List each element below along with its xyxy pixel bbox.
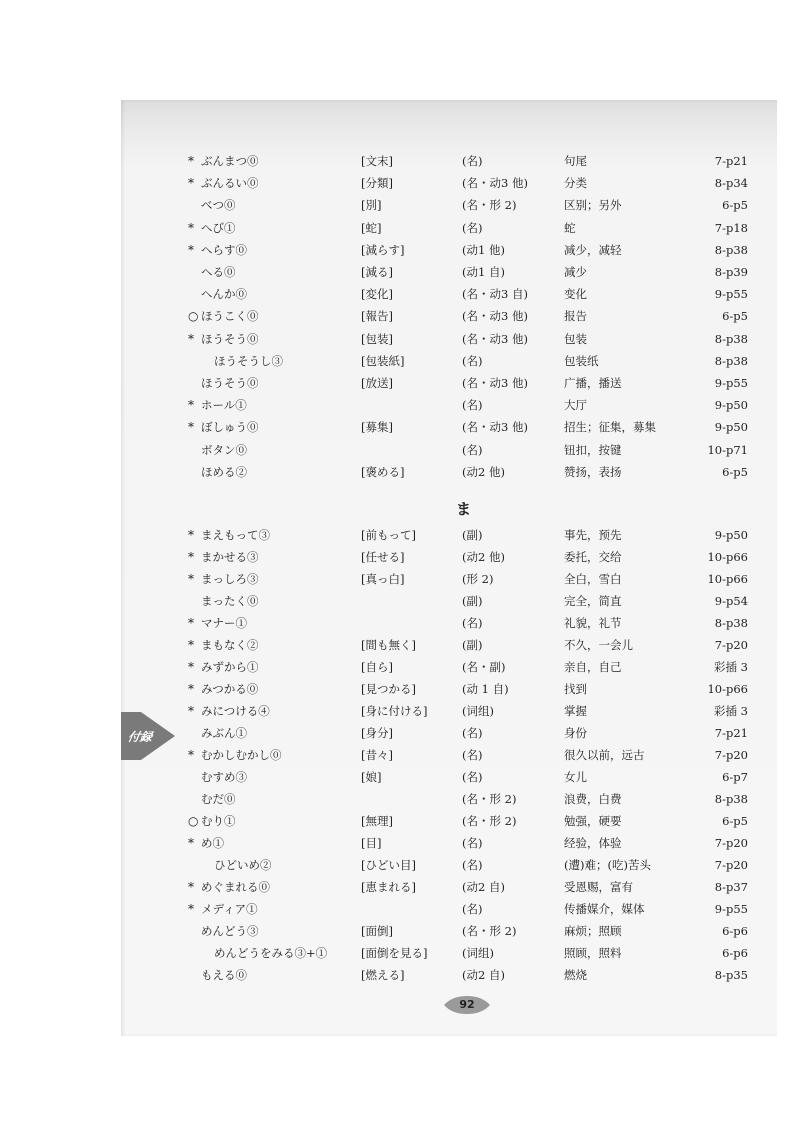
entry-kanji: [恵まれる] bbox=[361, 880, 416, 894]
entry-part-of-speech: (名・动3 他) bbox=[462, 309, 528, 324]
entry-mark: * bbox=[188, 902, 194, 916]
entry-meaning: 燃烧 bbox=[564, 968, 587, 982]
entry-part-of-speech: (名) bbox=[462, 902, 483, 916]
entry-kanji: [前もって] bbox=[361, 528, 416, 542]
entry-kanji: [蛇] bbox=[361, 220, 382, 235]
entry-meaning: 受恩赐，富有 bbox=[564, 880, 633, 894]
entry-reference: 6-p5 bbox=[722, 464, 748, 479]
entry-reading: へる⓪ bbox=[201, 265, 236, 279]
entry-part-of-speech: (词组) bbox=[462, 704, 494, 718]
entry-part-of-speech: (名) bbox=[462, 442, 483, 457]
glossary-entry bbox=[0, 965, 800, 985]
entry-reading: ほうそう⓪ bbox=[201, 331, 259, 346]
entry-mark: * bbox=[188, 176, 194, 191]
entry-kanji: [面倒を見る] bbox=[361, 946, 428, 960]
entry-meaning: 钮扣，按键 bbox=[564, 442, 622, 457]
entry-part-of-speech: (副) bbox=[462, 594, 483, 608]
glossary-entry bbox=[0, 329, 800, 349]
entry-reference: 8-p38 bbox=[714, 616, 748, 630]
entry-reference: 8-p38 bbox=[714, 353, 748, 368]
entry-reference: 7-p20 bbox=[714, 638, 748, 652]
glossary-entry bbox=[0, 767, 800, 787]
entry-reading: もえる⓪ bbox=[201, 968, 247, 982]
entry-meaning: 减少，减轻 bbox=[564, 242, 622, 257]
entry-part-of-speech: (名・动3 自) bbox=[462, 287, 528, 302]
entry-reading: むだ⓪ bbox=[201, 792, 236, 806]
entry-meaning: 大厅 bbox=[564, 398, 587, 413]
entry-reference: 7-p18 bbox=[714, 220, 748, 235]
entry-reference: 9-p55 bbox=[714, 902, 748, 916]
entry-meaning: 事先，预先 bbox=[564, 528, 622, 542]
entry-mark: * bbox=[188, 220, 194, 235]
glossary-entry bbox=[0, 440, 800, 460]
entry-part-of-speech: (动2 自) bbox=[462, 880, 505, 894]
glossary-entry bbox=[0, 351, 800, 371]
glossary-entry bbox=[0, 745, 800, 765]
entry-meaning: 浪费，白费 bbox=[564, 792, 622, 806]
entry-mark: * bbox=[188, 880, 194, 894]
entry-kanji: [娘] bbox=[361, 770, 382, 784]
entry-meaning: 区别；另外 bbox=[564, 198, 622, 213]
entry-reading: へんか⓪ bbox=[201, 287, 247, 302]
glossary-entry bbox=[0, 151, 800, 171]
entry-meaning: 包装纸 bbox=[564, 353, 599, 368]
entry-kanji: [自ら] bbox=[361, 660, 393, 674]
entry-meaning: 句尾 bbox=[564, 154, 587, 168]
entry-reading: むすめ③ bbox=[201, 770, 247, 784]
glossary-entry bbox=[0, 306, 800, 326]
entry-reading: みつかる⓪ bbox=[201, 682, 259, 696]
entry-mark: * bbox=[188, 616, 194, 630]
entry-mark: * bbox=[188, 242, 194, 257]
entry-part-of-speech: (名) bbox=[462, 770, 483, 784]
entry-reference: 8-p38 bbox=[714, 242, 748, 257]
entry-part-of-speech: (名) bbox=[462, 154, 483, 168]
entry-reference: 10-p66 bbox=[707, 682, 748, 696]
entry-part-of-speech: (副) bbox=[462, 528, 483, 542]
entry-kanji: [身分] bbox=[361, 726, 393, 740]
entry-part-of-speech: (名) bbox=[462, 858, 483, 872]
entry-part-of-speech: (名・形 2) bbox=[462, 814, 517, 828]
entry-reading: まもなく② bbox=[201, 638, 259, 652]
entry-part-of-speech: (名) bbox=[462, 726, 483, 740]
glossary-entry bbox=[0, 921, 800, 941]
entry-reading: みぶん① bbox=[201, 726, 247, 740]
glossary-entry bbox=[0, 462, 800, 482]
entry-reading: まっしろ③ bbox=[201, 572, 259, 586]
glossary-entry bbox=[0, 395, 800, 415]
entry-mark: * bbox=[188, 836, 194, 850]
glossary-entry bbox=[0, 833, 800, 853]
glossary-entry bbox=[0, 789, 800, 809]
glossary-entry bbox=[0, 679, 800, 699]
entry-reading: みにつける④ bbox=[201, 704, 270, 718]
entry-part-of-speech: (动2 他) bbox=[462, 550, 505, 564]
entry-part-of-speech: (副) bbox=[462, 638, 483, 652]
entry-part-of-speech: (名) bbox=[462, 353, 483, 368]
entry-part-of-speech: (名・形 2) bbox=[462, 792, 517, 806]
entry-kanji: [無理] bbox=[361, 814, 393, 828]
entry-part-of-speech: (动2 他) bbox=[462, 464, 505, 479]
entry-reference: 6-p5 bbox=[722, 198, 748, 213]
glossary-entry bbox=[0, 373, 800, 393]
entry-meaning: 经验，体验 bbox=[564, 836, 622, 850]
entry-reading: ひどいめ② bbox=[214, 858, 272, 872]
entry-reference: 7-p20 bbox=[714, 748, 748, 762]
entry-reference: 9-p54 bbox=[714, 594, 748, 608]
glossary-entry bbox=[0, 855, 800, 875]
entry-kanji: [見つかる] bbox=[361, 682, 416, 696]
entry-kanji: [褒める] bbox=[361, 464, 405, 479]
entry-reading: むり① bbox=[201, 814, 236, 828]
glossary-entry bbox=[0, 417, 800, 437]
entry-meaning: 包装 bbox=[564, 331, 587, 346]
glossary-entry bbox=[0, 195, 800, 215]
entry-kanji: [報告] bbox=[361, 309, 393, 324]
entry-part-of-speech: (名) bbox=[462, 836, 483, 850]
glossary-entry bbox=[0, 525, 800, 545]
glossary-entry bbox=[0, 569, 800, 589]
glossary-entry bbox=[0, 173, 800, 193]
entry-reading: ほうそう⓪ bbox=[201, 376, 259, 390]
entry-meaning: 完全，简直 bbox=[564, 594, 622, 608]
entry-part-of-speech: (名) bbox=[462, 398, 483, 413]
entry-kanji: [燃える] bbox=[361, 968, 405, 982]
entry-part-of-speech: (名・形 2) bbox=[462, 198, 517, 213]
glossary-entry bbox=[0, 284, 800, 304]
entry-kanji: [別] bbox=[361, 198, 382, 213]
glossary-entry bbox=[0, 723, 800, 743]
entry-mark: * bbox=[188, 550, 194, 564]
entry-part-of-speech: (名・副) bbox=[462, 660, 506, 674]
glossary-entry bbox=[0, 613, 800, 633]
entry-meaning: 分类 bbox=[564, 176, 587, 191]
entry-part-of-speech: (名) bbox=[462, 616, 483, 630]
entry-meaning: 勉强，硬要 bbox=[564, 814, 622, 828]
entry-reference: 8-p35 bbox=[714, 968, 748, 982]
entry-meaning: 掌握 bbox=[564, 704, 587, 718]
entry-kanji: [間も無く] bbox=[361, 638, 416, 652]
entry-reading: ぼしゅう⓪ bbox=[201, 420, 259, 435]
glossary-entry bbox=[0, 547, 800, 567]
entry-mark: * bbox=[188, 572, 194, 586]
entry-kanji: [包装紙] bbox=[361, 353, 405, 368]
entry-mark: ○ bbox=[188, 814, 199, 828]
entry-mark: * bbox=[188, 331, 194, 346]
entry-meaning: 全白，雪白 bbox=[564, 572, 622, 586]
entry-reading: ほうそうし③ bbox=[214, 353, 283, 368]
entry-reference: 8-p34 bbox=[714, 176, 748, 191]
entry-meaning: 身份 bbox=[564, 726, 587, 740]
entry-meaning: 找到 bbox=[564, 682, 587, 696]
entry-meaning: 女儿 bbox=[564, 770, 587, 784]
entry-reading: まえもって③ bbox=[201, 528, 270, 542]
entry-mark: * bbox=[188, 682, 194, 696]
entry-part-of-speech: (词组) bbox=[462, 946, 494, 960]
entry-reading: ぶんまつ⓪ bbox=[201, 154, 259, 168]
entry-kanji: [包装] bbox=[361, 331, 393, 346]
entry-meaning: 招生；征集，募集 bbox=[564, 420, 656, 435]
entry-kanji: [面倒] bbox=[361, 924, 393, 938]
entry-reading: メディア① bbox=[201, 902, 258, 916]
entry-reference: 8-p39 bbox=[714, 265, 748, 279]
entry-reference: 6-p5 bbox=[722, 309, 748, 324]
entry-meaning: 报告 bbox=[564, 309, 587, 324]
entry-meaning: 照顾，照料 bbox=[564, 946, 622, 960]
entry-meaning: 减少 bbox=[564, 265, 587, 279]
entry-kanji: [減らす] bbox=[361, 242, 405, 257]
entry-reading: ほめる② bbox=[201, 464, 247, 479]
entry-mark: * bbox=[188, 154, 194, 168]
entry-part-of-speech: (动 1 自) bbox=[462, 682, 509, 696]
entry-kanji: [分類] bbox=[361, 176, 393, 191]
entry-reading: めんどうをみる③+① bbox=[214, 946, 328, 960]
entry-part-of-speech: (动2 自) bbox=[462, 968, 505, 982]
entry-mark: ○ bbox=[188, 309, 199, 324]
entry-meaning: 广播，播送 bbox=[564, 376, 622, 390]
entry-reference: 9-p55 bbox=[714, 376, 748, 390]
entry-part-of-speech: (名・动3 他) bbox=[462, 420, 528, 435]
entry-reading: ほうこく⓪ bbox=[201, 309, 259, 324]
entry-reading: まかせる③ bbox=[201, 550, 259, 564]
glossary-entry bbox=[0, 811, 800, 831]
glossary-entry bbox=[0, 262, 800, 282]
entry-part-of-speech: (动1 自) bbox=[462, 265, 505, 279]
entry-reference: 6-p6 bbox=[722, 924, 748, 938]
entry-reading: へび① bbox=[201, 220, 236, 235]
entry-reference: 10-p66 bbox=[707, 550, 748, 564]
entry-reference: 7-p21 bbox=[714, 154, 748, 168]
entry-meaning: 很久以前，远古 bbox=[564, 748, 645, 762]
glossary-entry bbox=[0, 591, 800, 611]
entry-reference: 6-p5 bbox=[722, 814, 748, 828]
entry-meaning: 礼貌，礼节 bbox=[564, 616, 622, 630]
glossary-entry bbox=[0, 657, 800, 677]
entry-reference: 8-p38 bbox=[714, 792, 748, 806]
entry-reading: へらす⓪ bbox=[201, 242, 247, 257]
section-heading: ま bbox=[456, 500, 472, 518]
entry-meaning: 麻烦；照顾 bbox=[564, 924, 622, 938]
entry-kanji: [変化] bbox=[361, 287, 393, 302]
glossary-entry bbox=[0, 943, 800, 963]
entry-reading: めぐまれる⓪ bbox=[201, 880, 270, 894]
entry-reference: 彩插 3 bbox=[714, 660, 748, 674]
entry-reference: 8-p38 bbox=[714, 331, 748, 346]
glossary-entry bbox=[0, 240, 800, 260]
entry-kanji: [昔々] bbox=[361, 748, 393, 762]
entry-reference: 彩插 3 bbox=[714, 704, 748, 718]
entry-mark: * bbox=[188, 398, 194, 413]
glossary-entry bbox=[0, 877, 800, 897]
entry-reading: むかしむかし⓪ bbox=[201, 748, 282, 762]
entry-mark: * bbox=[188, 660, 194, 674]
entry-reading: ホール① bbox=[201, 398, 247, 413]
entry-reference: 7-p20 bbox=[714, 858, 748, 872]
entry-kanji: [任せる] bbox=[361, 550, 405, 564]
entry-reading: め① bbox=[201, 836, 224, 850]
entry-mark: * bbox=[188, 638, 194, 652]
entry-part-of-speech: (名・形 2) bbox=[462, 924, 517, 938]
entry-kanji: [文末] bbox=[361, 154, 393, 168]
glossary-entry bbox=[0, 635, 800, 655]
appendix-tab-label: 付録 bbox=[126, 730, 154, 744]
entry-reference: 9-p50 bbox=[714, 398, 748, 413]
entry-reference: 10-p66 bbox=[707, 572, 748, 586]
entry-reading: マナー① bbox=[201, 616, 247, 630]
entry-reference: 9-p50 bbox=[714, 420, 748, 435]
entry-kanji: [真っ白] bbox=[361, 572, 405, 586]
entry-kanji: [募集] bbox=[361, 420, 393, 435]
page-number: 92 bbox=[459, 998, 475, 1011]
entry-mark: * bbox=[188, 420, 194, 435]
entry-reference: 9-p50 bbox=[714, 528, 748, 542]
entry-kanji: [ひどい目] bbox=[361, 858, 416, 872]
entry-part-of-speech: (名) bbox=[462, 220, 483, 235]
entry-part-of-speech: (名) bbox=[462, 748, 483, 762]
entry-reading: みずから① bbox=[201, 660, 259, 674]
entry-reference: 8-p37 bbox=[714, 880, 748, 894]
entry-reference: 9-p55 bbox=[714, 287, 748, 302]
entry-kanji: [身に付ける] bbox=[361, 704, 428, 718]
entry-part-of-speech: (名・动3 他) bbox=[462, 376, 528, 390]
entry-meaning: 蛇 bbox=[564, 220, 576, 235]
entry-kanji: [放送] bbox=[361, 376, 393, 390]
entry-part-of-speech: (名・动3 他) bbox=[462, 331, 528, 346]
entry-meaning: 委托，交给 bbox=[564, 550, 622, 564]
entry-reference: 6-p6 bbox=[722, 946, 748, 960]
entry-kanji: [目] bbox=[361, 836, 382, 850]
glossary-entry bbox=[0, 899, 800, 919]
entry-meaning: (遭)难；(吃)苦头 bbox=[564, 858, 651, 872]
entry-part-of-speech: (动1 他) bbox=[462, 242, 505, 257]
entry-meaning: 变化 bbox=[564, 287, 587, 302]
entry-reference: 6-p7 bbox=[722, 770, 748, 784]
entry-part-of-speech: (名・动3 他) bbox=[462, 176, 528, 191]
entry-part-of-speech: (形 2) bbox=[462, 572, 494, 586]
entry-reading: べつ⓪ bbox=[201, 198, 236, 213]
entry-meaning: 不久，一会儿 bbox=[564, 638, 633, 652]
entry-mark: * bbox=[188, 528, 194, 542]
entry-meaning: 亲自，自己 bbox=[564, 660, 622, 674]
entry-meaning: 赞扬，表扬 bbox=[564, 464, 622, 479]
entry-mark: * bbox=[188, 704, 194, 718]
entry-reading: めんどう③ bbox=[201, 924, 259, 938]
entry-reading: まったく⓪ bbox=[201, 594, 259, 608]
glossary-entry bbox=[0, 218, 800, 238]
entry-reading: ぶんるい⓪ bbox=[201, 176, 259, 191]
glossary-entry bbox=[0, 701, 800, 721]
entry-meaning: 传播媒介，媒体 bbox=[564, 902, 645, 916]
entry-reference: 10-p71 bbox=[707, 442, 748, 457]
entry-mark: * bbox=[188, 748, 194, 762]
entry-reference: 7-p21 bbox=[714, 726, 748, 740]
entry-reference: 7-p20 bbox=[714, 836, 748, 850]
entry-kanji: [減る] bbox=[361, 265, 393, 279]
entry-reading: ボタン⓪ bbox=[201, 442, 247, 457]
